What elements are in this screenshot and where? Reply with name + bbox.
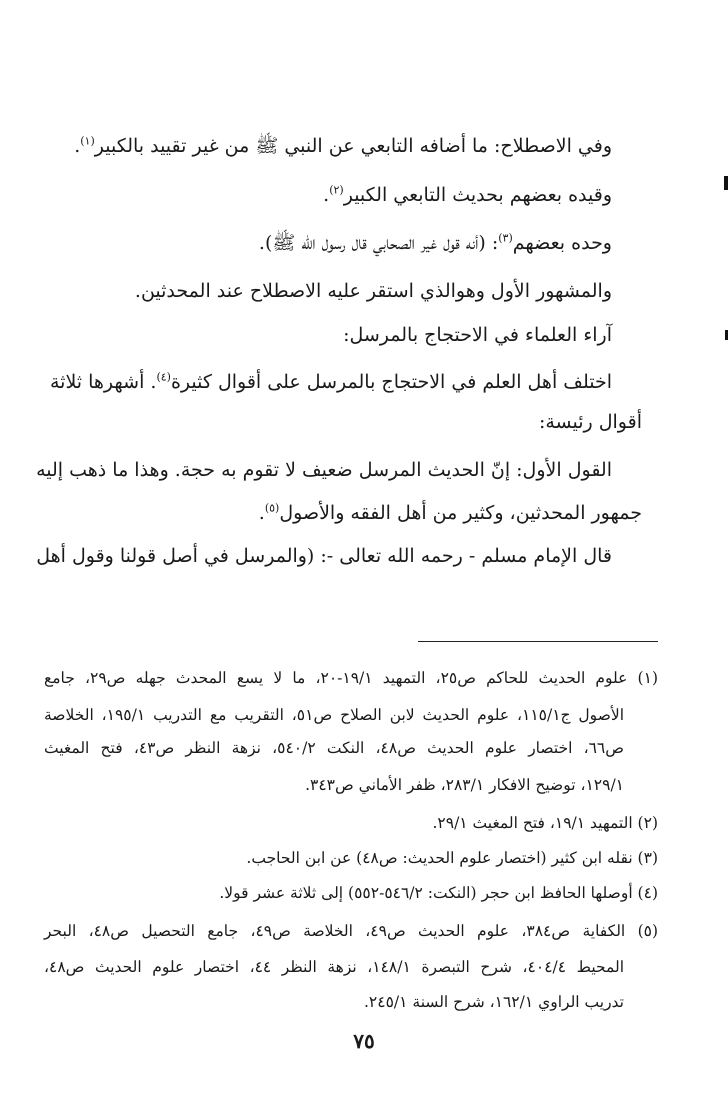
edge-mark-top (724, 176, 728, 190)
text: جمهور المحدثين، وكثير من أهل الفقه والأصول (279, 502, 642, 524)
paragraph-first-opinion-line-1: القول الأول: إنّ الحديث المرسل ضعيف لا تقوم به حجة. وهذا ما ذهب إليه (36, 459, 612, 481)
footnote-ref-4: (٤) (156, 370, 171, 384)
paragraph-restriction (323, 183, 612, 206)
paragraph-scholars-line-1 (49, 370, 612, 393)
footnote-1-line-4: ١٢٩/١، توضيح الافكار ٢٨٣/١، ظفر الأماني ص٣٤٣. (305, 776, 624, 794)
text: اختلف أهل العلم في الاحتجاج بالمرسل على أقوال كثيرة (170, 371, 612, 393)
footnote-3: (٣) نقله ابن كثير (اختصار علوم الحديث: ص٤٨) عن ابن الحاجب. (246, 849, 658, 867)
footnote-1-line-1: (١) علوم الحديث للحاكم ص٢٥، التمهيد ١٩/١-٢٠، ما لا يسع المحدث جهله ص٢٩، جامع (44, 669, 658, 687)
footnote-5-line-3: تدريب الراوي ١٦٢/١، شرح السنة ٢٤٥/١. (363, 993, 624, 1011)
text: . أشهرها ثلاثة (49, 371, 157, 393)
paragraph-first-opinion-line-2 (258, 501, 642, 524)
footnote-ref-3: (٣) (498, 231, 513, 245)
text: . (258, 502, 265, 524)
footnote-ref-5: (٥) (264, 501, 280, 515)
paragraph-definition (74, 134, 612, 157)
footnote-1-line-3: ص٦٦، اختصار علوم الحديث ص٤٨، النكت ٥٤٠/٢، نزهة النظر ص٤٣، فتح المغيث (44, 739, 625, 757)
footnote-2: (٢) التمهيد ١٩/١، فتح المغيث ٢٩/١. (432, 814, 658, 832)
footnote-4: (٤) أوصلها الحافظ ابن حجر (النكت: ٥٤٦/٢-٥٥٢) إلى ثلاثة عشر قولا. (219, 884, 658, 902)
footnote-ref-1: (١) (80, 134, 95, 148)
page-number: ٧٥ (353, 1029, 375, 1053)
section-heading: آراء العلماء في الاحتجاج بالمرسل: (343, 324, 612, 346)
text: : (أنه قول غير الصحابي قال رسول الله ﷺ). (258, 232, 499, 254)
paragraph-scholars-line-2: أقوال رئيسة: (538, 411, 642, 433)
paragraph-muslim-quote: قال الإمام مسلم - رحمه الله تعالى -: (والمرسل في أصل قولنا وقول أهل (36, 545, 612, 567)
footnote-ref-2: (٢) (329, 183, 344, 197)
text: وقيده بعضهم بحديث التابعي الكبير (343, 184, 612, 206)
paragraph-other-definition (258, 231, 612, 254)
footnote-5-line-1: (٥) الكفاية ص٣٨٤، علوم الحديث ص٤٩، الخلاصة ص٤٩، جامع التحصيل ص٤٨، البحر (44, 922, 659, 940)
footnote-separator (418, 641, 658, 642)
text: . (74, 135, 81, 157)
footnote-5-line-2: المحيط ٤٠٤/٤، شرح التبصرة ١٤٨/١، نزهة النظر ٤٤، اختصار علوم الحديث ص٤٨، (44, 958, 625, 976)
text: وحده بعضهم (512, 232, 612, 254)
paragraph-conclusion: والمشهور الأول وهوالذي استقر عليه الاصطلاح عند المحدثين. (134, 280, 612, 302)
footnote-1-line-2: الأصول ج١١٥/١، علوم الحديث لابن الصلاح ص٥١، التقريب مع التدريب ١٩٥/١، الخلاصة (44, 706, 625, 724)
text: وفي الاصطلاح: ما أضافه التابعي عن النبي ﷺ من غير تقييد بالكبير (94, 135, 612, 157)
text: . (323, 184, 330, 206)
